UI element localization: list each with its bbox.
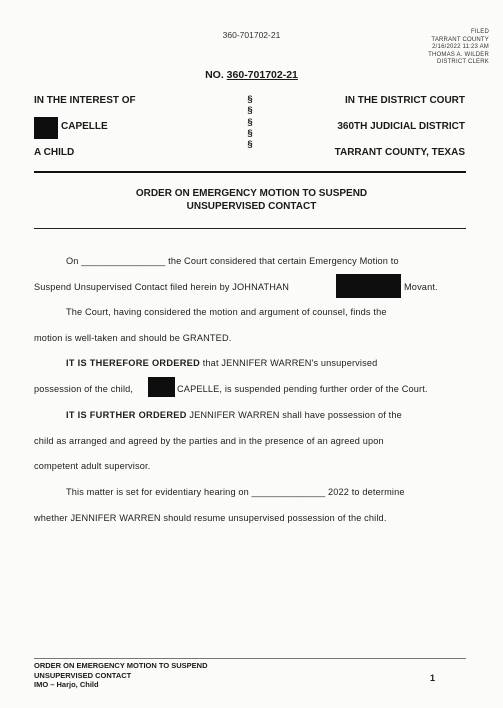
body-line: The Court, having considered the motion and argument of counsel, finds the	[66, 307, 387, 317]
caption-left-line: CAPELLE	[61, 121, 108, 132]
section-symbol: §	[247, 116, 253, 128]
body-line: motion is well-taken and should be GRANTED.	[34, 333, 232, 343]
stamp-line: TARRANT COUNTY	[431, 36, 489, 43]
caption-divider	[34, 171, 466, 173]
section-symbols	[245, 94, 255, 150]
cause-number: 360-701702-21	[226, 69, 298, 81]
section-symbol: §	[247, 105, 253, 117]
body-text: the Court considered that certain Emergency Motion to	[168, 256, 399, 266]
ordered-clause: IT IS THEREFORE ORDERED	[66, 358, 201, 368]
body-text: JENNIFER WARREN shall have possession of the	[189, 410, 402, 420]
body-line: CAPELLE, is suspended pending further order of the Court.	[177, 384, 428, 394]
caption-left-line: A CHILD	[34, 147, 75, 158]
body-line	[66, 358, 377, 368]
cause-prefix: NO.	[205, 69, 224, 81]
redaction-box	[336, 274, 401, 298]
body-line: competent adult supervisor.	[34, 461, 151, 471]
body-line: Movant.	[404, 282, 438, 292]
blank-line: ________________	[81, 256, 166, 266]
footer-line: ORDER ON EMERGENCY MOTION TO SUSPEND	[34, 661, 208, 670]
section-symbol: §	[247, 139, 253, 151]
top-cause-number: 360-701702-21	[222, 30, 281, 40]
body-line: possession of the child,	[34, 384, 134, 394]
body-line: Suspend Unsupervised Contact filed herein by JOHNATHAN	[34, 282, 290, 292]
order-title-line: UNSUPERVISED CONTACT	[186, 201, 317, 212]
body-line	[66, 487, 405, 497]
section-symbol: §	[247, 94, 253, 105]
caption-right-line: TARRANT COUNTY, TEXAS	[334, 147, 465, 158]
body-line: whether JENNIFER WARREN should resume unsupervised possession of the child.	[34, 513, 387, 523]
body-line: child as arranged and agreed by the parties and in the presence of an agreed upon	[34, 436, 384, 446]
caption-left-line: IN THE INTEREST OF	[34, 95, 136, 106]
footer-line: UNSUPERVISED CONTACT	[34, 670, 132, 680]
blank-line: ______________	[251, 487, 326, 497]
stamp-line: THOMAS A. WILDER	[428, 51, 489, 58]
page-footer	[34, 661, 208, 690]
body-text: that JENNIFER WARREN's unsupervised	[202, 358, 378, 368]
body-line	[66, 410, 402, 420]
redaction-box	[34, 117, 58, 139]
stamp-line: FILED	[470, 29, 489, 35]
ordered-clause: IT IS FURTHER ORDERED	[66, 410, 187, 420]
caption-right-line: 360TH JUDICIAL DISTRICT	[337, 121, 465, 132]
stamp-line: 2/16/2022 11:23 AM	[432, 44, 489, 51]
body-text: 2022 to determine	[327, 487, 405, 497]
body-text: This matter is set for evidentiary hearing on	[66, 487, 249, 497]
section-symbol: §	[247, 127, 253, 139]
body-line	[66, 256, 399, 266]
filing-stamp	[428, 29, 489, 67]
cause-number-heading	[0, 69, 503, 81]
order-title	[0, 187, 503, 213]
body-text: On	[66, 256, 79, 266]
footer-line: IMO – Harjo, Child	[34, 680, 99, 690]
redaction-box	[148, 377, 175, 397]
order-title-line: ORDER ON EMERGENCY MOTION TO SUSPEND	[135, 188, 368, 199]
page-number: 1	[430, 673, 436, 683]
footer-divider	[34, 658, 466, 659]
title-divider	[34, 228, 466, 229]
caption-right-line: IN THE DISTRICT COURT	[345, 95, 465, 106]
stamp-line: DISTRICT CLERK	[436, 59, 489, 66]
